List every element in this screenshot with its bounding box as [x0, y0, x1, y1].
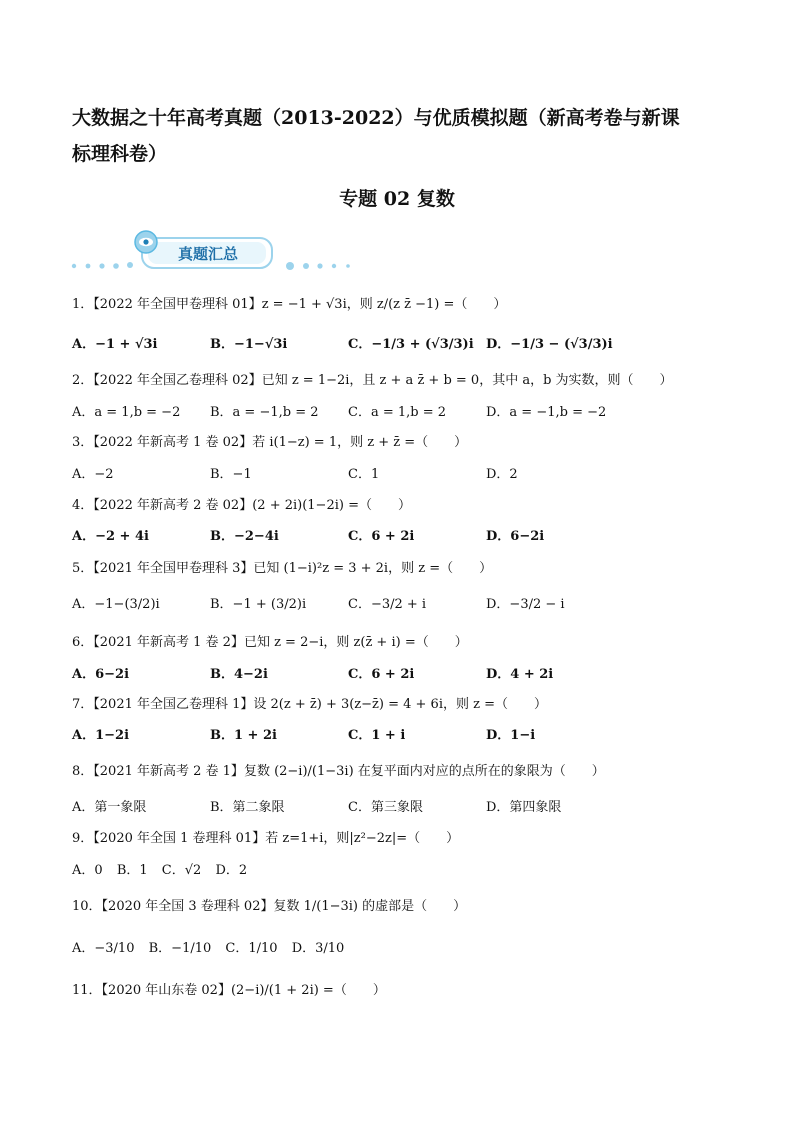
banner-label: 真题汇总 — [177, 245, 239, 263]
question-stem: 若 i(1−z) = 1，则 z + z̄ =（ ） — [252, 435, 468, 450]
question-number: 2． — [72, 373, 94, 388]
option-b[interactable]: B．−1 + (3/2)i — [210, 597, 307, 612]
question-number: 6． — [72, 635, 94, 650]
options-9 — [72, 862, 732, 880]
option-a[interactable]: A．6−2i — [72, 667, 130, 682]
section-banner — [68, 228, 358, 274]
option-b[interactable]: B．a = −1,b = 2 — [210, 405, 319, 420]
question-stem: (2−i)/(1 + 2i) =（ ） — [230, 983, 386, 998]
question-7 — [72, 696, 547, 714]
question-4 — [72, 497, 411, 515]
question-source: 【2021 年全国甲卷理科 3】 — [93, 561, 254, 576]
option-b[interactable]: B．4−2i — [210, 667, 268, 682]
option-d[interactable]: D．−3/2 − i — [486, 597, 565, 612]
question-number: 10． — [72, 899, 102, 914]
question-1 — [72, 296, 506, 314]
option-c[interactable]: C．√2 — [161, 863, 202, 878]
option-b[interactable]: B．第二象限 — [210, 800, 285, 815]
question-number: 11． — [72, 983, 102, 998]
question-8 — [72, 763, 605, 781]
option-c[interactable]: C．1 + i — [348, 728, 406, 743]
option-b[interactable]: B．1 + 2i — [210, 728, 277, 743]
option-a[interactable]: A．−2 — [72, 467, 114, 482]
option-d[interactable]: D．3/10 — [291, 941, 345, 956]
question-number: 4． — [72, 498, 94, 513]
option-b[interactable]: B．−2−4i — [210, 529, 279, 544]
question-stem: 设 2(z + z̄) + 3(z−z̄) = 4 + 6i，则 z =（ ） — [253, 697, 547, 712]
question-9 — [72, 830, 459, 848]
option-d[interactable]: D．a = −1,b = −2 — [486, 405, 607, 420]
option-d[interactable]: D．2 — [215, 863, 248, 878]
option-c[interactable]: C．1 — [348, 467, 380, 482]
question-source: 【2022 年全国甲卷理科 01】 — [93, 297, 262, 312]
question-number: 1． — [72, 297, 94, 312]
option-b[interactable]: B．−1/10 — [148, 941, 212, 956]
option-c[interactable]: C．6 + 2i — [348, 667, 415, 682]
question-number: 9． — [72, 831, 94, 846]
question-5 — [72, 560, 492, 578]
question-6 — [72, 634, 468, 652]
section-title: 专题 02 复数 — [339, 188, 455, 210]
question-source: 【2022 年全国乙卷理科 02】 — [93, 373, 262, 388]
option-b[interactable]: B．−1 — [210, 467, 252, 482]
question-stem: 若 z=1+i，则|z²−2z|=（ ） — [265, 831, 460, 846]
banner-dots-left — [72, 262, 133, 269]
options-10 — [72, 940, 732, 958]
question-number: 7． — [72, 697, 94, 712]
option-d[interactable]: D．2 — [486, 467, 518, 482]
question-source: 【2021 年新高考 2 卷 1】 — [93, 764, 244, 779]
option-d[interactable]: D．4 + 2i — [486, 667, 554, 682]
question-stem: z = −1 + √3i，则 z/(z z̄ −1) =（ ） — [261, 297, 507, 312]
title-line-1: 大数据之十年高考真题（2013-2022）与优质模拟题（新高考卷与新课 — [72, 107, 680, 129]
option-a[interactable]: A．第一象限 — [72, 800, 147, 815]
option-a[interactable]: A．0 — [72, 863, 103, 878]
question-stem: 已知 (1−i)²z = 3 + 2i，则 z =（ ） — [253, 561, 493, 576]
option-b[interactable]: B．−1−√3i — [210, 337, 288, 352]
option-c[interactable]: C．−1/3 + (√3/3)i — [348, 337, 474, 352]
question-source: 【2020 年全国 1 卷理科 01】 — [93, 831, 266, 846]
question-stem: 已知 z = 2−i，则 z(z̄ + i) =（ ） — [243, 635, 468, 650]
question-source: 【2020 年山东卷 02】 — [101, 983, 231, 998]
option-c[interactable]: C．6 + 2i — [348, 529, 415, 544]
option-d[interactable]: D．1−i — [486, 728, 536, 743]
option-a[interactable]: A．−1−(3/2)i — [72, 597, 160, 612]
option-a[interactable]: A．−2 + 4i — [72, 529, 149, 544]
option-c[interactable]: C．a = 1,b = 2 — [348, 405, 447, 420]
option-d[interactable]: D．−1/3 − (√3/3)i — [486, 337, 613, 352]
option-a[interactable]: A．−3/10 — [72, 941, 135, 956]
option-a[interactable]: A．a = 1,b = −2 — [72, 405, 181, 420]
banner-dots-right — [286, 262, 350, 270]
question-number: 5． — [72, 561, 94, 576]
question-source: 【2022 年新高考 1 卷 02】 — [93, 435, 253, 450]
option-c[interactable]: C．第三象限 — [348, 800, 423, 815]
question-10 — [72, 898, 466, 916]
option-a[interactable]: A．−1 + √3i — [72, 337, 158, 352]
question-source: 【2021 年新高考 1 卷 2】 — [93, 635, 244, 650]
question-11 — [72, 982, 386, 1000]
question-stem: 复数 1/(1−3i) 的虚部是（ ） — [273, 899, 467, 914]
title-line-2: 标理科卷） — [72, 143, 168, 165]
option-d[interactable]: D．第四象限 — [486, 800, 562, 815]
question-number: 3． — [72, 435, 94, 450]
option-a[interactable]: A．1−2i — [72, 728, 130, 743]
question-source: 【2022 年新高考 2 卷 02】 — [93, 498, 253, 513]
question-stem: 复数 (2−i)/(1−3i) 在复平面内对应的点所在的象限为（ ） — [243, 764, 605, 779]
question-source: 【2021 年全国乙卷理科 1】 — [93, 697, 254, 712]
question-number: 8． — [72, 764, 94, 779]
option-d[interactable]: D．6−2i — [486, 529, 545, 544]
question-stem: (2 + 2i)(1−2i) =（ ） — [252, 498, 411, 513]
eye-icon — [135, 231, 157, 253]
question-source: 【2020 年全国 3 卷理科 02】 — [101, 899, 274, 914]
question-2 — [72, 372, 673, 390]
question-stem: 已知 z = 1−2i，且 z + a z̄ + b = 0，其中 a，b 为实数，则（ ） — [261, 373, 673, 388]
document-title — [72, 100, 732, 172]
option-c[interactable]: C．1/10 — [225, 941, 278, 956]
question-3 — [72, 434, 467, 452]
option-b[interactable]: B．1 — [116, 863, 148, 878]
option-c[interactable]: C．−3/2 + i — [348, 597, 427, 612]
